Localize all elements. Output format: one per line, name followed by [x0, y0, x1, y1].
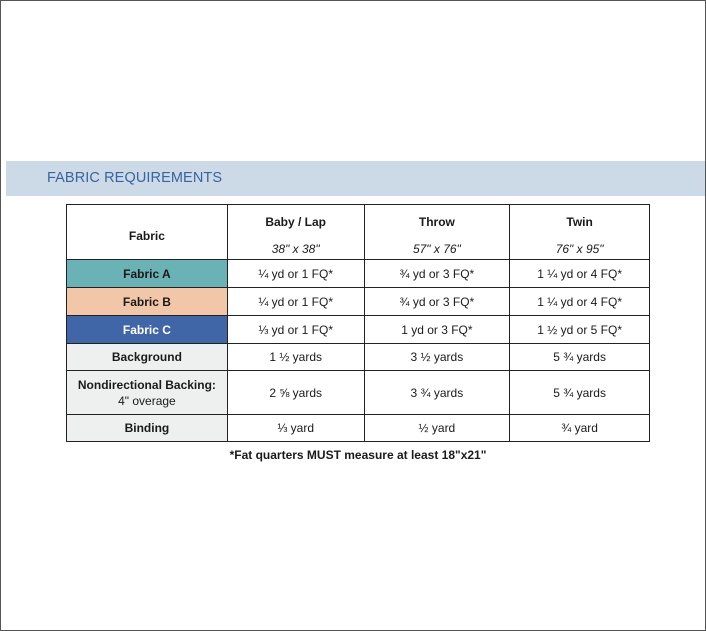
header-size-name: Throw [418, 215, 455, 229]
header-size-dims: 38" x 38" [271, 242, 320, 256]
table-cell: 2 ⅝ yards [227, 371, 364, 415]
table-cell: ⅓ yard [227, 415, 364, 442]
footnote: *Fat quarters MUST measure at least 18"x21" [229, 448, 487, 462]
table-cell: ¼ yd or 1 FQ* [227, 288, 364, 316]
row-label-backing [67, 371, 228, 415]
table-cell: 1 ½ yards [227, 344, 364, 371]
table-cell: 1 ¼ yd or 4 FQ* [510, 260, 650, 288]
table-cell: 1 ¼ yd or 4 FQ* [510, 288, 650, 316]
header-cell-throw [364, 205, 510, 260]
fabric-requirements-table [66, 204, 650, 442]
header-size-name: Baby / Lap [265, 215, 326, 229]
table-cell: ¾ yard [510, 415, 650, 442]
table-cell: 1 yd or 3 FQ* [364, 316, 510, 344]
table-row-fabric-a [67, 260, 650, 288]
row-label-fabric-b: Fabric B [67, 288, 228, 316]
row-label-fabric-a: Fabric A [67, 260, 228, 288]
table-row-fabric-b [67, 288, 650, 316]
table-cell: 5 ¾ yards [510, 371, 650, 415]
table-row-backing [67, 371, 650, 415]
row-label-backing-title: Nondirectional Backing: [77, 377, 216, 392]
table-row-fabric-c [67, 316, 650, 344]
table-header-row [67, 205, 650, 260]
row-label-background: Background [67, 344, 228, 371]
table-cell: 3 ½ yards [364, 344, 510, 371]
table-row-binding [67, 415, 650, 442]
table-cell: 1 ½ yd or 5 FQ* [510, 316, 650, 344]
section-title: FABRIC REQUIREMENTS [47, 170, 223, 186]
header-cell-twin [510, 205, 650, 260]
header-size-dims: 76" x 95" [555, 242, 604, 256]
header-size-dims: 57" x 76" [412, 242, 461, 256]
table-cell: 3 ¾ yards [364, 371, 510, 415]
table-cell: ¼ yd or 1 FQ* [227, 260, 364, 288]
table-cell: ¾ yd or 3 FQ* [364, 288, 510, 316]
row-label-backing-overage: 4" overage [118, 393, 176, 408]
header-fabric-label: Fabric [128, 228, 165, 243]
header-size-name: Twin [566, 215, 593, 229]
row-label-binding: Binding [67, 415, 228, 442]
table-cell: ¾ yd or 3 FQ* [364, 260, 510, 288]
table-cell: 5 ¾ yards [510, 344, 650, 371]
section-banner [6, 161, 705, 196]
header-cell-fabric [67, 205, 228, 260]
table-cell: ⅓ yd or 1 FQ* [227, 316, 364, 344]
table-cell: ½ yard [364, 415, 510, 442]
header-cell-baby-lap [227, 205, 364, 260]
row-label-fabric-c: Fabric C [67, 316, 228, 344]
table-row-background [67, 344, 650, 371]
